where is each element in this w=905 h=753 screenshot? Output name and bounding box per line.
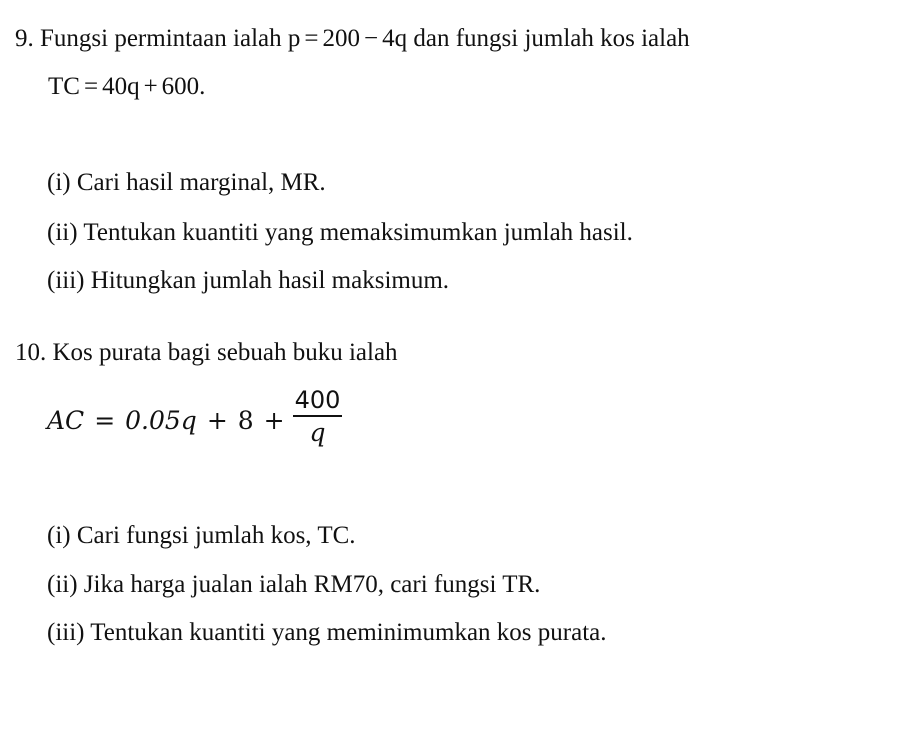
question-9-part-iii: (iii) Hitungkan jumlah hasil maksimum. (47, 267, 450, 294)
demand-function: p = 200 − 4q (287, 25, 408, 52)
fraction-denominator: q (309, 418, 326, 447)
question-10-heading: 10. Kos purata bagi sebuah buku ialah (15, 339, 398, 366)
formula-term-2: 8 (237, 405, 254, 435)
formula-plus-2: + (263, 405, 285, 435)
question-9-line-1 (15, 24, 690, 54)
question-10-part-iii: (iii) Tentukan kuantiti yang meminimumkan kos purata. (47, 619, 607, 646)
question-10-part-i: (i) Cari fungsi jumlah kos, TC. (47, 522, 356, 549)
question-9-number: 9. (15, 25, 34, 52)
total-cost-function: TC = 40q + 600. (48, 73, 206, 100)
formula-fraction (293, 385, 343, 449)
formula-plus-1: + (206, 405, 228, 435)
question-9-intro: Fungsi permintaan ialah (40, 25, 282, 52)
question-10-part-ii: (ii) Jika harga jualan ialah RM70, cari fungsi TR. (47, 571, 541, 598)
fraction-numerator: 400 (294, 386, 341, 414)
formula-lhs: AC (47, 405, 85, 435)
question-9-part-ii: (ii) Tentukan kuantiti yang memaksimumkan jumlah hasil. (47, 219, 633, 246)
formula-equals: = (94, 405, 116, 435)
question-9-intro-2: dan fungsi jumlah kos ialah (413, 25, 690, 52)
average-cost-formula (47, 378, 342, 462)
formula-term-1: 0.05q (125, 405, 197, 435)
question-9-part-i: (i) Cari hasil marginal, MR. (47, 169, 326, 196)
